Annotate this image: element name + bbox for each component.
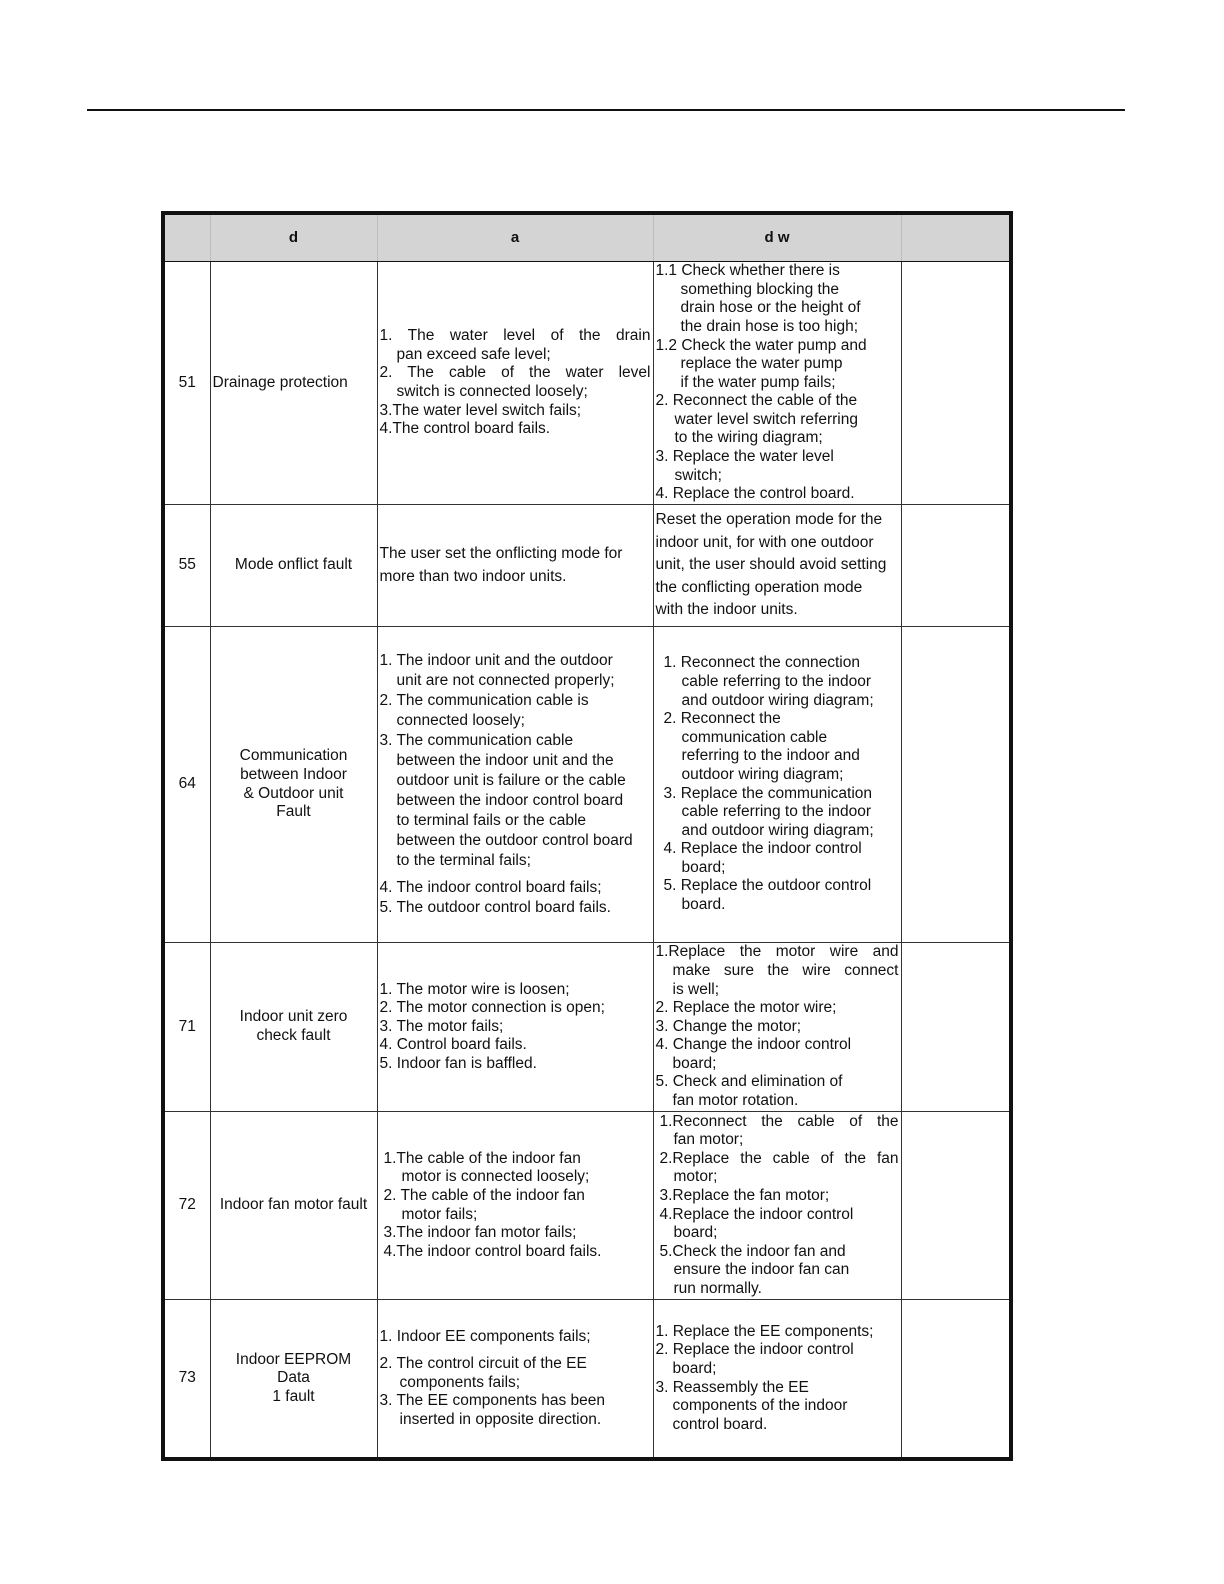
fault-name-line: Communication — [239, 747, 348, 765]
cause-line: 4. Control board fails. — [379, 1036, 527, 1054]
fault-cause — [377, 505, 653, 627]
cause-line: to terminal fails or the cable — [396, 812, 587, 829]
solution-line: 1. Reconnect the connection — [663, 654, 860, 672]
solution-line: 2. Replace the indoor control — [655, 1341, 854, 1359]
solution-line: 3. Replace the communication — [663, 784, 873, 802]
fault-name — [210, 1300, 377, 1460]
solution-line: Reset the operation mode for the — [655, 511, 883, 529]
fault-solution — [653, 1300, 901, 1460]
solution-line: board. — [681, 896, 726, 914]
fault-name-line: & Outdoor unit — [243, 784, 344, 802]
solution-line: cable referring to the indoor — [681, 803, 872, 821]
fault-code: 64 — [163, 627, 210, 943]
solution-line: drain hose or the height of — [680, 299, 861, 317]
cause-line: unit are not connected properly; — [396, 672, 615, 689]
header-solution: d w — [653, 213, 901, 262]
fault-name — [210, 505, 377, 627]
fault-cause — [377, 943, 653, 1112]
cause-line: 1. The water level of the drain — [379, 327, 651, 345]
fault-cause — [377, 627, 653, 943]
fault-cause — [377, 1300, 653, 1460]
solution-line: 5. Check and elimination of — [655, 1073, 843, 1091]
cause-line: 4. The indoor control board fails; — [379, 879, 602, 896]
cause-line: 5. Indoor fan is baffled. — [379, 1054, 537, 1072]
solution-line: 5.Check the indoor fan and — [659, 1242, 846, 1260]
fault-solution — [653, 627, 901, 943]
solution-line: 1.2 Check the water pump and — [655, 336, 867, 354]
solution-line: to the wiring diagram; — [674, 429, 823, 447]
fault-code: 72 — [163, 1112, 210, 1300]
solution-line: the conflicting operation mode — [655, 578, 863, 596]
cause-line: 2. The control circuit of the EE — [379, 1355, 587, 1373]
empty-cell — [901, 1300, 1011, 1460]
fault-name-line: Fault — [276, 803, 311, 821]
cause-line: 1. The motor wire is loosen; — [379, 980, 570, 998]
solution-line: run normally. — [673, 1279, 762, 1297]
solution-line: 4. Replace the control board. — [655, 485, 855, 503]
fault-code: 73 — [163, 1300, 210, 1460]
solution-line: make sure the wire connect — [672, 961, 899, 979]
table-row — [163, 943, 1011, 1112]
solution-line: 2. Replace the motor wire; — [655, 999, 837, 1017]
header-extra — [901, 213, 1011, 262]
fault-name — [210, 262, 377, 505]
cause-line: 2. The cable of the water level — [379, 364, 651, 382]
cause-line: 1. The indoor unit and the outdoor — [379, 652, 613, 669]
cause-line: motor is connected loosely; — [401, 1168, 590, 1186]
empty-cell — [901, 262, 1011, 505]
cause-line: 4.The control board fails. — [379, 420, 551, 438]
solution-line: 5. Replace the outdoor control — [663, 877, 872, 895]
fault-name — [210, 1112, 377, 1300]
solution-line: fan motor; — [673, 1131, 744, 1149]
cause-line: between the outdoor control board — [396, 832, 633, 849]
table-row — [163, 505, 1011, 627]
solution-line: is well; — [672, 980, 720, 998]
cause-line: inserted in opposite direction. — [399, 1410, 602, 1428]
solution-line: control board. — [672, 1415, 768, 1433]
solution-line: unit, the user should avoid setting — [655, 556, 887, 574]
solution-line: 1.Replace the motor wire and — [655, 943, 899, 961]
cause-line: more than two indoor units. — [379, 567, 567, 585]
solution-line: ensure the indoor fan can — [673, 1261, 850, 1279]
solution-line: motor; — [673, 1168, 718, 1186]
fault-name-line: 1 fault — [272, 1387, 315, 1405]
solution-line: board; — [672, 1359, 717, 1377]
cause-line: 4.The indoor control board fails. — [383, 1242, 602, 1260]
cause-line: outdoor unit is failure or the cable — [396, 772, 626, 789]
cause-line: motor fails; — [401, 1205, 478, 1223]
solution-line: replace the water pump — [680, 355, 843, 373]
header-name: d — [210, 213, 377, 262]
solution-line: referring to the indoor and — [681, 747, 860, 765]
cause-line: 2. The communication cable is — [379, 692, 589, 709]
solution-line: fan motor rotation. — [672, 1092, 799, 1110]
solution-line: something blocking the — [680, 280, 840, 298]
solution-line: 1.1 Check whether there is — [655, 262, 840, 280]
fault-name — [210, 627, 377, 943]
empty-cell — [901, 943, 1011, 1112]
fault-cause — [377, 1112, 653, 1300]
solution-line: 2. Reconnect the cable of the — [655, 392, 858, 410]
empty-cell — [901, 505, 1011, 627]
solution-line: board; — [672, 1054, 717, 1072]
solution-line: indoor unit, for with one outdoor — [655, 533, 874, 551]
fault-name-line: check fault — [256, 1027, 331, 1044]
cause-line: 1.The cable of the indoor fan — [383, 1149, 581, 1167]
cause-line: 3. The communication cable — [379, 732, 574, 749]
solution-line: 1. Replace the EE components; — [655, 1322, 874, 1340]
solution-line: board; — [681, 858, 726, 876]
cause-line: components fails; — [399, 1373, 521, 1391]
fault-code-table — [161, 211, 1013, 1461]
solution-line: communication cable — [681, 728, 828, 746]
solution-line: board; — [673, 1224, 718, 1242]
solution-line: 4. Change the indoor control — [655, 1036, 852, 1054]
fault-name-line: Indoor EEPROM — [235, 1350, 352, 1368]
table-row — [163, 1112, 1011, 1300]
fault-name-line: Indoor unit zero — [239, 1008, 348, 1026]
cause-line: 3. The EE components has been — [379, 1392, 605, 1410]
fault-cause — [377, 262, 653, 505]
cause-line: between the indoor unit and the — [396, 752, 614, 769]
cause-line: 1. Indoor EE components fails; — [379, 1327, 591, 1345]
table-row — [163, 627, 1011, 943]
fault-name — [210, 943, 377, 1112]
empty-cell — [901, 627, 1011, 943]
header-cause: a — [377, 213, 653, 262]
fault-name-line: between Indoor — [240, 765, 347, 783]
cause-line: pan exceed safe level; — [396, 345, 551, 363]
solution-line: outdoor wiring diagram; — [681, 765, 844, 783]
solution-line: with the indoor units. — [655, 601, 798, 619]
solution-line: 3.Replace the fan motor; — [659, 1186, 830, 1204]
cause-line: 3. The motor fails; — [379, 1017, 504, 1035]
fault-solution — [653, 505, 901, 627]
solution-line: 3. Change the motor; — [655, 1017, 802, 1035]
solution-line: 1.Reconnect the cable of the — [659, 1112, 899, 1130]
cause-line: 3.The indoor fan motor fails; — [383, 1224, 577, 1242]
solution-line: water level switch referring — [674, 410, 858, 428]
top-horizontal-rule — [87, 109, 1125, 111]
cause-line: between the indoor control board — [396, 792, 624, 809]
cause-line: 3.The water level switch fails; — [379, 401, 582, 419]
solution-line: 3. Replace the water level — [655, 448, 834, 466]
solution-line: 4.Replace the indoor control — [659, 1205, 854, 1223]
solution-line: the drain hose is too high; — [680, 317, 859, 335]
solution-line: cable referring to the indoor — [681, 672, 872, 690]
solution-line: 4. Replace the indoor control — [663, 840, 862, 858]
cause-line: 5. The outdoor control board fails. — [379, 899, 611, 916]
cause-line: 2. The motor connection is open; — [379, 999, 605, 1017]
solution-line: switch; — [674, 466, 722, 484]
fault-name-line: Data — [277, 1369, 310, 1387]
table-row — [163, 1300, 1011, 1460]
solution-line: and outdoor wiring diagram; — [681, 691, 874, 709]
fault-name-line: Mode onflict fault — [234, 556, 353, 574]
fault-name-line: Drainage protection — [212, 373, 348, 391]
fault-solution — [653, 262, 901, 505]
solution-line: if the water pump fails; — [680, 373, 836, 391]
fault-code: 55 — [163, 505, 210, 627]
solution-line: components of the indoor — [672, 1397, 848, 1415]
solution-line: 3. Reassembly the EE — [655, 1378, 809, 1396]
solution-line: 2.Replace the cable of the fan — [659, 1149, 899, 1167]
cause-line: to the terminal fails; — [396, 852, 531, 869]
solution-line: and outdoor wiring diagram; — [681, 821, 874, 839]
header-code — [163, 213, 210, 262]
fault-name-line: Indoor fan motor fault — [219, 1196, 368, 1214]
table-header-row — [163, 213, 1011, 262]
cause-line: connected loosely; — [396, 712, 525, 729]
cause-line: switch is connected loosely; — [396, 383, 588, 400]
fault-solution — [653, 943, 901, 1112]
empty-cell — [901, 1112, 1011, 1300]
fault-solution — [653, 1112, 901, 1300]
fault-code: 51 — [163, 262, 210, 505]
table-row — [163, 262, 1011, 505]
solution-line: 2. Reconnect the — [663, 710, 781, 728]
cause-line: 2. The cable of the indoor fan — [383, 1186, 585, 1204]
cause-line: The user set the onflicting mode for — [379, 545, 623, 562]
fault-code: 71 — [163, 943, 210, 1112]
